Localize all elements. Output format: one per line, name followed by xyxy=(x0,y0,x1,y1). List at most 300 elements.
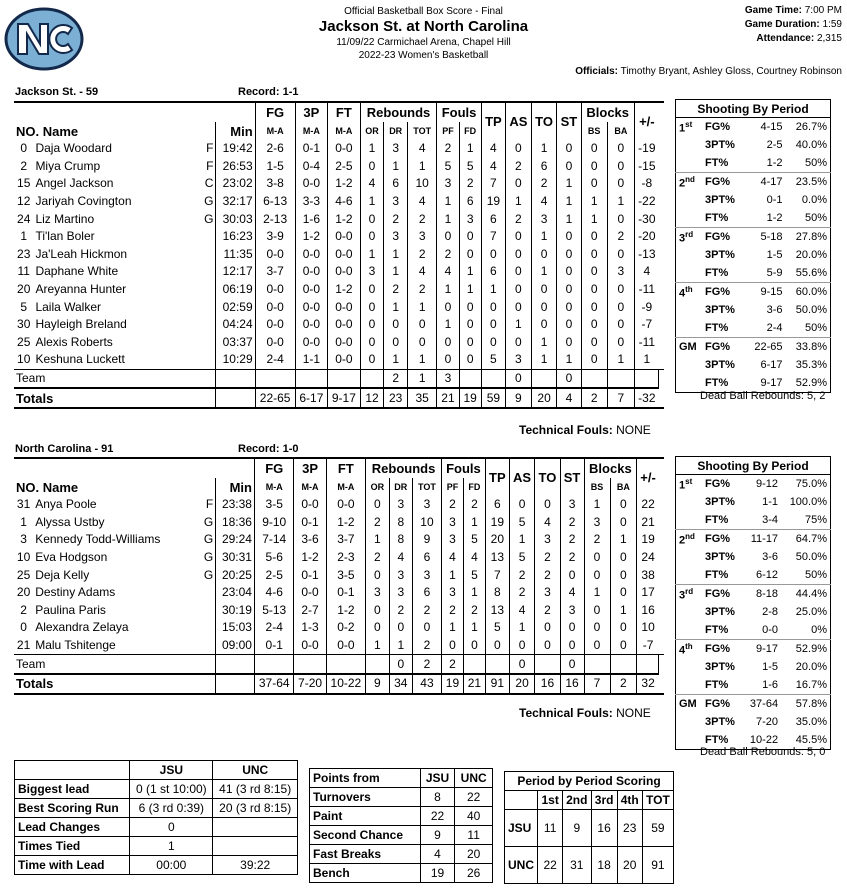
shot-percentage: 40.0% xyxy=(795,139,827,151)
shooting-row xyxy=(676,603,831,621)
stat-or: 1 xyxy=(360,246,384,264)
period-label xyxy=(676,475,703,494)
shot-type: 3PT% xyxy=(705,606,735,618)
player-name xyxy=(33,334,216,352)
stat-as: 0 xyxy=(505,334,531,352)
player-number: 0 xyxy=(20,141,28,156)
shot-percentage: 35.0% xyxy=(795,716,827,728)
stat-plus-minus: -11 xyxy=(634,281,658,299)
stat-ba: 0 xyxy=(607,140,634,158)
team-stat xyxy=(326,655,366,674)
player-name xyxy=(33,210,216,228)
stat-st: 0 xyxy=(557,334,581,352)
stat-or: 0 xyxy=(360,334,384,352)
totals-stat: 91 xyxy=(485,674,509,694)
shooting-title: Shooting By Period xyxy=(676,100,831,118)
stat-dr: 4 xyxy=(389,549,412,567)
header-rebounds: Rebounds xyxy=(360,102,437,122)
shot-type: FG% xyxy=(705,478,731,490)
totals-stat: 43 xyxy=(412,674,441,694)
summary-row xyxy=(15,799,298,818)
shooting-row xyxy=(676,475,831,494)
stat-tp: 1 xyxy=(481,281,505,299)
team-stat xyxy=(216,369,255,388)
period-label xyxy=(676,228,703,247)
stat-pf: 0 xyxy=(437,351,459,369)
stat-ft: 0-0 xyxy=(328,140,361,158)
header-tpts: TP xyxy=(481,102,505,140)
stat-as: 2 xyxy=(509,584,535,602)
stat-tp: 7 xyxy=(481,175,505,193)
stat-plus-minus: 17 xyxy=(637,584,659,602)
header-ma: M-A xyxy=(255,122,295,140)
player-name-text: Alexandra Zelaya xyxy=(35,620,129,635)
shot-percentage: 50% xyxy=(804,569,827,581)
stat-ft: 0-2 xyxy=(326,619,366,637)
team-stat: 2 xyxy=(442,655,464,674)
stat-pf: 2 xyxy=(437,140,459,158)
totals-row xyxy=(14,388,664,408)
header-ba: BA xyxy=(607,122,634,140)
stat-pf: 3 xyxy=(442,514,464,532)
stat-tot: 0 xyxy=(412,619,441,637)
shot-type: FT% xyxy=(705,322,729,334)
team-stat xyxy=(531,369,557,388)
stat-to: 0 xyxy=(531,316,557,334)
stat-3p: 1-1 xyxy=(295,351,328,369)
stat-dr: 0 xyxy=(384,334,408,352)
player-name-text: Alexis Roberts xyxy=(35,334,113,349)
shooting-row xyxy=(676,173,831,192)
period-number: 4 xyxy=(679,287,686,300)
header-tot: TOT xyxy=(412,478,441,496)
summary-row-label: Second Chance xyxy=(310,826,421,845)
shot-made-attempted: 6-12 xyxy=(756,569,779,581)
team-stat: 0 xyxy=(389,655,412,674)
header-pf: PF xyxy=(442,478,464,496)
player-number: 25 xyxy=(16,567,31,582)
stat-as: 0 xyxy=(509,637,535,655)
player-name xyxy=(33,584,216,602)
stat-3p: 0-4 xyxy=(295,158,328,176)
summary-value: 6 (3 rd 0:39) xyxy=(130,799,213,818)
stat-fd: 0 xyxy=(459,351,481,369)
player-number: 10 xyxy=(17,352,31,367)
shot-made-attempted: 7-20 xyxy=(756,716,779,728)
player-number: 21 xyxy=(16,638,31,653)
player-number: 2 xyxy=(20,158,28,173)
stat-st: 1 xyxy=(557,210,581,228)
shooting-row xyxy=(676,191,831,209)
player-minutes: 02:59 xyxy=(216,298,255,316)
team-stat xyxy=(659,369,664,388)
shot-made-attempted: 1-1 xyxy=(762,496,779,508)
period-score: 31 xyxy=(562,847,591,884)
totals-stat: 20 xyxy=(531,388,557,408)
summary-row-label: Best Scoring Run xyxy=(15,799,130,818)
period-suffix: th xyxy=(685,641,693,651)
stat-bs: 0 xyxy=(581,334,607,352)
player-minutes: 03:37 xyxy=(216,334,255,352)
stat-as: 4 xyxy=(509,602,535,620)
shooting-row xyxy=(676,621,831,640)
player-number: 5 xyxy=(20,299,28,314)
stat-or: 0 xyxy=(366,619,390,637)
unc-shooting-by-period xyxy=(675,456,831,750)
player-minutes: 10:29 xyxy=(216,351,255,369)
shot-type: FT% xyxy=(705,624,729,636)
stat-tp: 6 xyxy=(481,210,505,228)
stat-dr: 3 xyxy=(384,140,408,158)
stat-ba: 2 xyxy=(607,228,634,246)
stat-tot: 4 xyxy=(407,193,436,211)
shot-type: FT% xyxy=(705,157,729,169)
stat-pf: 1 xyxy=(442,619,464,637)
jsu-shooting-by-period xyxy=(675,99,831,393)
totals-stat: 20 xyxy=(509,674,535,694)
header-rebounds: Rebounds xyxy=(366,458,442,478)
header-min: Min xyxy=(216,478,255,496)
stat-to: 0 xyxy=(531,298,557,316)
shooting-row xyxy=(676,228,831,247)
stat-3p: 0-0 xyxy=(294,637,326,655)
player-name-text: Areyanna Hunter xyxy=(35,282,127,297)
shot-type: 3PT% xyxy=(705,496,735,508)
totals-stat: 34 xyxy=(389,674,412,694)
period-number: 2 xyxy=(679,177,686,190)
stat-ft: 0-0 xyxy=(328,351,361,369)
stat-to: 4 xyxy=(535,514,560,532)
totals-stat: 16 xyxy=(535,674,560,694)
jsu-box-score xyxy=(14,101,664,409)
stat-or: 0 xyxy=(360,298,384,316)
shot-percentage: 52.9% xyxy=(795,377,827,389)
stat-fg: 2-4 xyxy=(255,351,295,369)
totals-stat: 16 xyxy=(560,674,584,694)
stat-tp: 0 xyxy=(481,298,505,316)
player-name xyxy=(33,637,216,655)
shot-type: 3PT% xyxy=(705,304,735,316)
shot-type: FG% xyxy=(705,121,731,133)
team-stat xyxy=(459,369,481,388)
player-number: 1 xyxy=(20,229,28,244)
unc-tech-value: NONE xyxy=(616,706,651,720)
player-row xyxy=(14,602,664,620)
shot-percentage: 75% xyxy=(804,514,827,526)
summary-row-label: Paint xyxy=(310,807,421,826)
period-col-header: 1st xyxy=(538,791,563,810)
stat-fd: 0 xyxy=(459,316,481,334)
shot-made-attempted: 9-12 xyxy=(756,478,779,490)
shot-made-attempted: 4-17 xyxy=(745,173,786,192)
period-suffix: rd xyxy=(685,586,694,596)
officials-label: Officials: xyxy=(575,66,618,77)
stat-plus-minus: -13 xyxy=(634,246,658,264)
shooting-row xyxy=(676,301,831,319)
header-dr: DR xyxy=(384,122,408,140)
player-minutes: 04:24 xyxy=(216,316,255,334)
player-name xyxy=(33,619,216,637)
stat-dr: 8 xyxy=(389,531,412,549)
stat-dr: 1 xyxy=(389,637,412,655)
player-name-text: Laila Walker xyxy=(35,299,102,314)
period-suffix: st xyxy=(685,119,693,129)
game-time-label: Game Time: xyxy=(744,5,802,16)
header-or: OR xyxy=(366,478,390,496)
stat-3p: 0-0 xyxy=(294,584,326,602)
player-row xyxy=(14,619,664,637)
shooting-row xyxy=(676,246,831,264)
shot-percentage: 57.8% xyxy=(781,695,830,714)
summary-row-label: Time with Lead xyxy=(15,856,130,875)
stat-ft: 0-0 xyxy=(328,298,361,316)
stat-tp: 8 xyxy=(485,584,509,602)
player-name-text: Jariyah Covington xyxy=(35,194,132,209)
player-minutes: 23:04 xyxy=(216,584,255,602)
stat-ba: 0 xyxy=(610,496,637,514)
stat-tot: 1 xyxy=(407,158,436,176)
stat-fg: 7-14 xyxy=(254,531,294,549)
period-label xyxy=(676,640,703,659)
stat-as: 1 xyxy=(505,193,531,211)
player-row xyxy=(14,334,664,352)
stat-fd: 1 xyxy=(459,263,481,281)
header-3p: 3P xyxy=(294,458,326,478)
stat-as: 0 xyxy=(505,228,531,246)
period-score: 9 xyxy=(562,810,591,847)
shot-made-attempted: 3-6 xyxy=(762,551,779,563)
stat-3p: 0-1 xyxy=(294,514,326,532)
stat-tp: 20 xyxy=(485,531,509,549)
stat-fg: 0-0 xyxy=(255,246,295,264)
stat-tot: 9 xyxy=(412,531,441,549)
player-row xyxy=(14,281,664,299)
stat-dr: 0 xyxy=(384,316,408,334)
stat-tot: 10 xyxy=(407,175,436,193)
shot-type: FT% xyxy=(705,679,729,691)
period-suffix: nd xyxy=(685,531,695,541)
header-fouls: Fouls xyxy=(437,102,481,122)
player-name xyxy=(33,158,216,176)
stat-tot: 2 xyxy=(412,637,441,655)
totals-stat: 9 xyxy=(505,388,531,408)
stat-plus-minus: 19 xyxy=(637,531,659,549)
summary-col-header: JSU xyxy=(420,769,455,788)
shot-type: 3PT% xyxy=(705,359,735,371)
shot-type: 3PT% xyxy=(705,716,735,728)
stat-bs: 0 xyxy=(581,140,607,158)
totals-label: Totals xyxy=(14,674,216,694)
summary-col-header: UNC xyxy=(213,761,298,780)
player-row xyxy=(14,531,664,549)
unc-technical-fouls xyxy=(519,706,651,720)
unc-tech-label: Technical Fouls: xyxy=(519,706,613,720)
player-name-text: Deja Kelly xyxy=(35,567,90,582)
shooting-row xyxy=(676,530,831,549)
period-label xyxy=(676,118,703,137)
shot-percentage: 45.5% xyxy=(795,734,827,746)
shooting-row xyxy=(676,338,831,357)
player-row xyxy=(14,210,664,228)
stat-fg: 9-10 xyxy=(254,514,294,532)
player-minutes: 12:17 xyxy=(216,263,255,281)
stat-fg: 0-0 xyxy=(255,281,295,299)
period-label xyxy=(676,338,703,357)
stat-dr: 8 xyxy=(389,514,412,532)
stat-plus-minus: 38 xyxy=(637,566,659,584)
stat-tp: 0 xyxy=(481,334,505,352)
stat-tot: 6 xyxy=(412,584,441,602)
summary-col-header xyxy=(15,761,130,780)
header-st: ST xyxy=(557,102,581,140)
totals-stat: 12 xyxy=(360,388,384,408)
stat-ba: 1 xyxy=(610,531,637,549)
stat-bs: 0 xyxy=(581,316,607,334)
unc-dead-ball-rebounds: Dead Ball Rebounds: 5, 0 xyxy=(700,746,826,758)
stat-fg: 2-4 xyxy=(254,619,294,637)
header-3p: 3P xyxy=(295,102,328,122)
player-row xyxy=(14,514,664,532)
player-minutes: 18:36 xyxy=(216,514,255,532)
team-stat xyxy=(294,655,326,674)
team-stat xyxy=(360,369,384,388)
player-name-text: Eva Hodgson xyxy=(35,550,108,565)
header-tot: TOT xyxy=(407,122,436,140)
shot-made-attempted: 2-8 xyxy=(762,606,779,618)
stat-fg: 5-13 xyxy=(254,602,294,620)
shooting-row xyxy=(676,356,831,374)
shot-percentage: 20.0% xyxy=(795,249,827,261)
shooting-row xyxy=(676,658,831,676)
shot-made-attempted: 3-4 xyxy=(762,514,779,526)
player-row xyxy=(14,496,664,514)
stat-plus-minus: -8 xyxy=(634,175,658,193)
stat-pf: 4 xyxy=(437,263,459,281)
player-row xyxy=(14,637,664,655)
player-name xyxy=(33,228,216,246)
stat-bs: 1 xyxy=(581,193,607,211)
stat-fd: 0 xyxy=(459,334,481,352)
period-label xyxy=(676,713,703,731)
player-number: 25 xyxy=(17,334,31,349)
stat-ft: 4-6 xyxy=(328,193,361,211)
team-stat: 0 xyxy=(505,369,531,388)
player-number: 20 xyxy=(17,282,31,297)
period-label xyxy=(676,374,703,393)
stat-or: 4 xyxy=(360,175,384,193)
team-stat xyxy=(254,655,294,674)
header-min: Min xyxy=(216,122,255,140)
stat-tot: 6 xyxy=(412,549,441,567)
attendance: 2,315 xyxy=(816,33,842,44)
stat-ft: 2-3 xyxy=(326,549,366,567)
period-label xyxy=(676,246,703,264)
player-position: F xyxy=(206,141,214,156)
stat-pf: 1 xyxy=(437,210,459,228)
stat-fg: 3-9 xyxy=(255,228,295,246)
header-fd: FD xyxy=(459,122,481,140)
shot-type: FG% xyxy=(702,338,745,357)
stat-ba: 3 xyxy=(607,263,634,281)
summary-row xyxy=(310,807,493,826)
stat-3p: 1-6 xyxy=(295,210,328,228)
player-row xyxy=(14,584,664,602)
stat-tp: 13 xyxy=(485,549,509,567)
header-dr: DR xyxy=(389,478,412,496)
stat-plus-minus: 4 xyxy=(634,263,658,281)
totals-stat: 2 xyxy=(581,388,607,408)
team-stat xyxy=(328,369,361,388)
team-stat xyxy=(535,655,560,674)
header-ma: M-A xyxy=(326,478,366,496)
shot-percentage: 50.0% xyxy=(795,304,827,316)
stat-fg: 6-13 xyxy=(255,193,295,211)
shot-made-attempted: 0-1 xyxy=(766,194,783,206)
stat-st: 0 xyxy=(557,140,581,158)
stat-fg: 0-1 xyxy=(254,637,294,655)
stat-fd: 6 xyxy=(459,193,481,211)
totals-stat: 6-17 xyxy=(295,388,328,408)
player-name-text: Paulina Paris xyxy=(35,602,106,617)
shot-made-attempted: 1-2 xyxy=(766,212,783,224)
stat-tot: 3 xyxy=(407,228,436,246)
stat-fd: 1 xyxy=(459,281,481,299)
shooting-title-row xyxy=(676,100,831,118)
shooting-row xyxy=(676,676,831,695)
header-spacer xyxy=(14,458,216,478)
stat-as: 0 xyxy=(509,496,535,514)
shooting-title-row xyxy=(676,457,831,475)
shot-percentage: 50.0% xyxy=(795,551,827,563)
stat-as: 0 xyxy=(505,281,531,299)
period-label xyxy=(676,511,703,530)
stat-bs: 0 xyxy=(581,158,607,176)
totals-stat: 9 xyxy=(366,674,390,694)
player-name-text: Destiny Adams xyxy=(35,585,116,600)
stat-3p: 0-0 xyxy=(295,246,328,264)
stat-as: 1 xyxy=(509,619,535,637)
stat-3p: 1-2 xyxy=(294,549,326,567)
stat-dr: 3 xyxy=(389,496,412,514)
totals-stat: 21 xyxy=(463,674,485,694)
stat-tp: 0 xyxy=(485,637,509,655)
totals-label: Totals xyxy=(14,388,216,408)
player-position: G xyxy=(203,550,214,565)
stat-dr: 1 xyxy=(384,263,408,281)
period-score: 23 xyxy=(617,810,642,847)
shot-type: FT% xyxy=(705,569,729,581)
report-type: Official Basketball Box Score - Final xyxy=(344,6,503,17)
team-stat xyxy=(485,655,509,674)
period-label xyxy=(676,173,703,192)
stat-ft: 0-0 xyxy=(326,496,366,514)
stat-fd: 0 xyxy=(459,246,481,264)
player-name xyxy=(33,263,216,281)
stat-ft: 3-7 xyxy=(326,531,366,549)
stat-fd: 5 xyxy=(459,158,481,176)
stat-or: 2 xyxy=(366,549,390,567)
stat-fd: 0 xyxy=(459,228,481,246)
stat-ft: 1-2 xyxy=(328,175,361,193)
team-row xyxy=(14,369,664,388)
shot-type: FG% xyxy=(702,585,743,604)
period-label xyxy=(676,566,703,585)
stat-dr: 3 xyxy=(384,228,408,246)
shot-type: 3PT% xyxy=(705,249,735,261)
stat-ft: 0-0 xyxy=(328,316,361,334)
totals-stat: 19 xyxy=(442,674,464,694)
shot-percentage: 16.7% xyxy=(795,679,827,691)
